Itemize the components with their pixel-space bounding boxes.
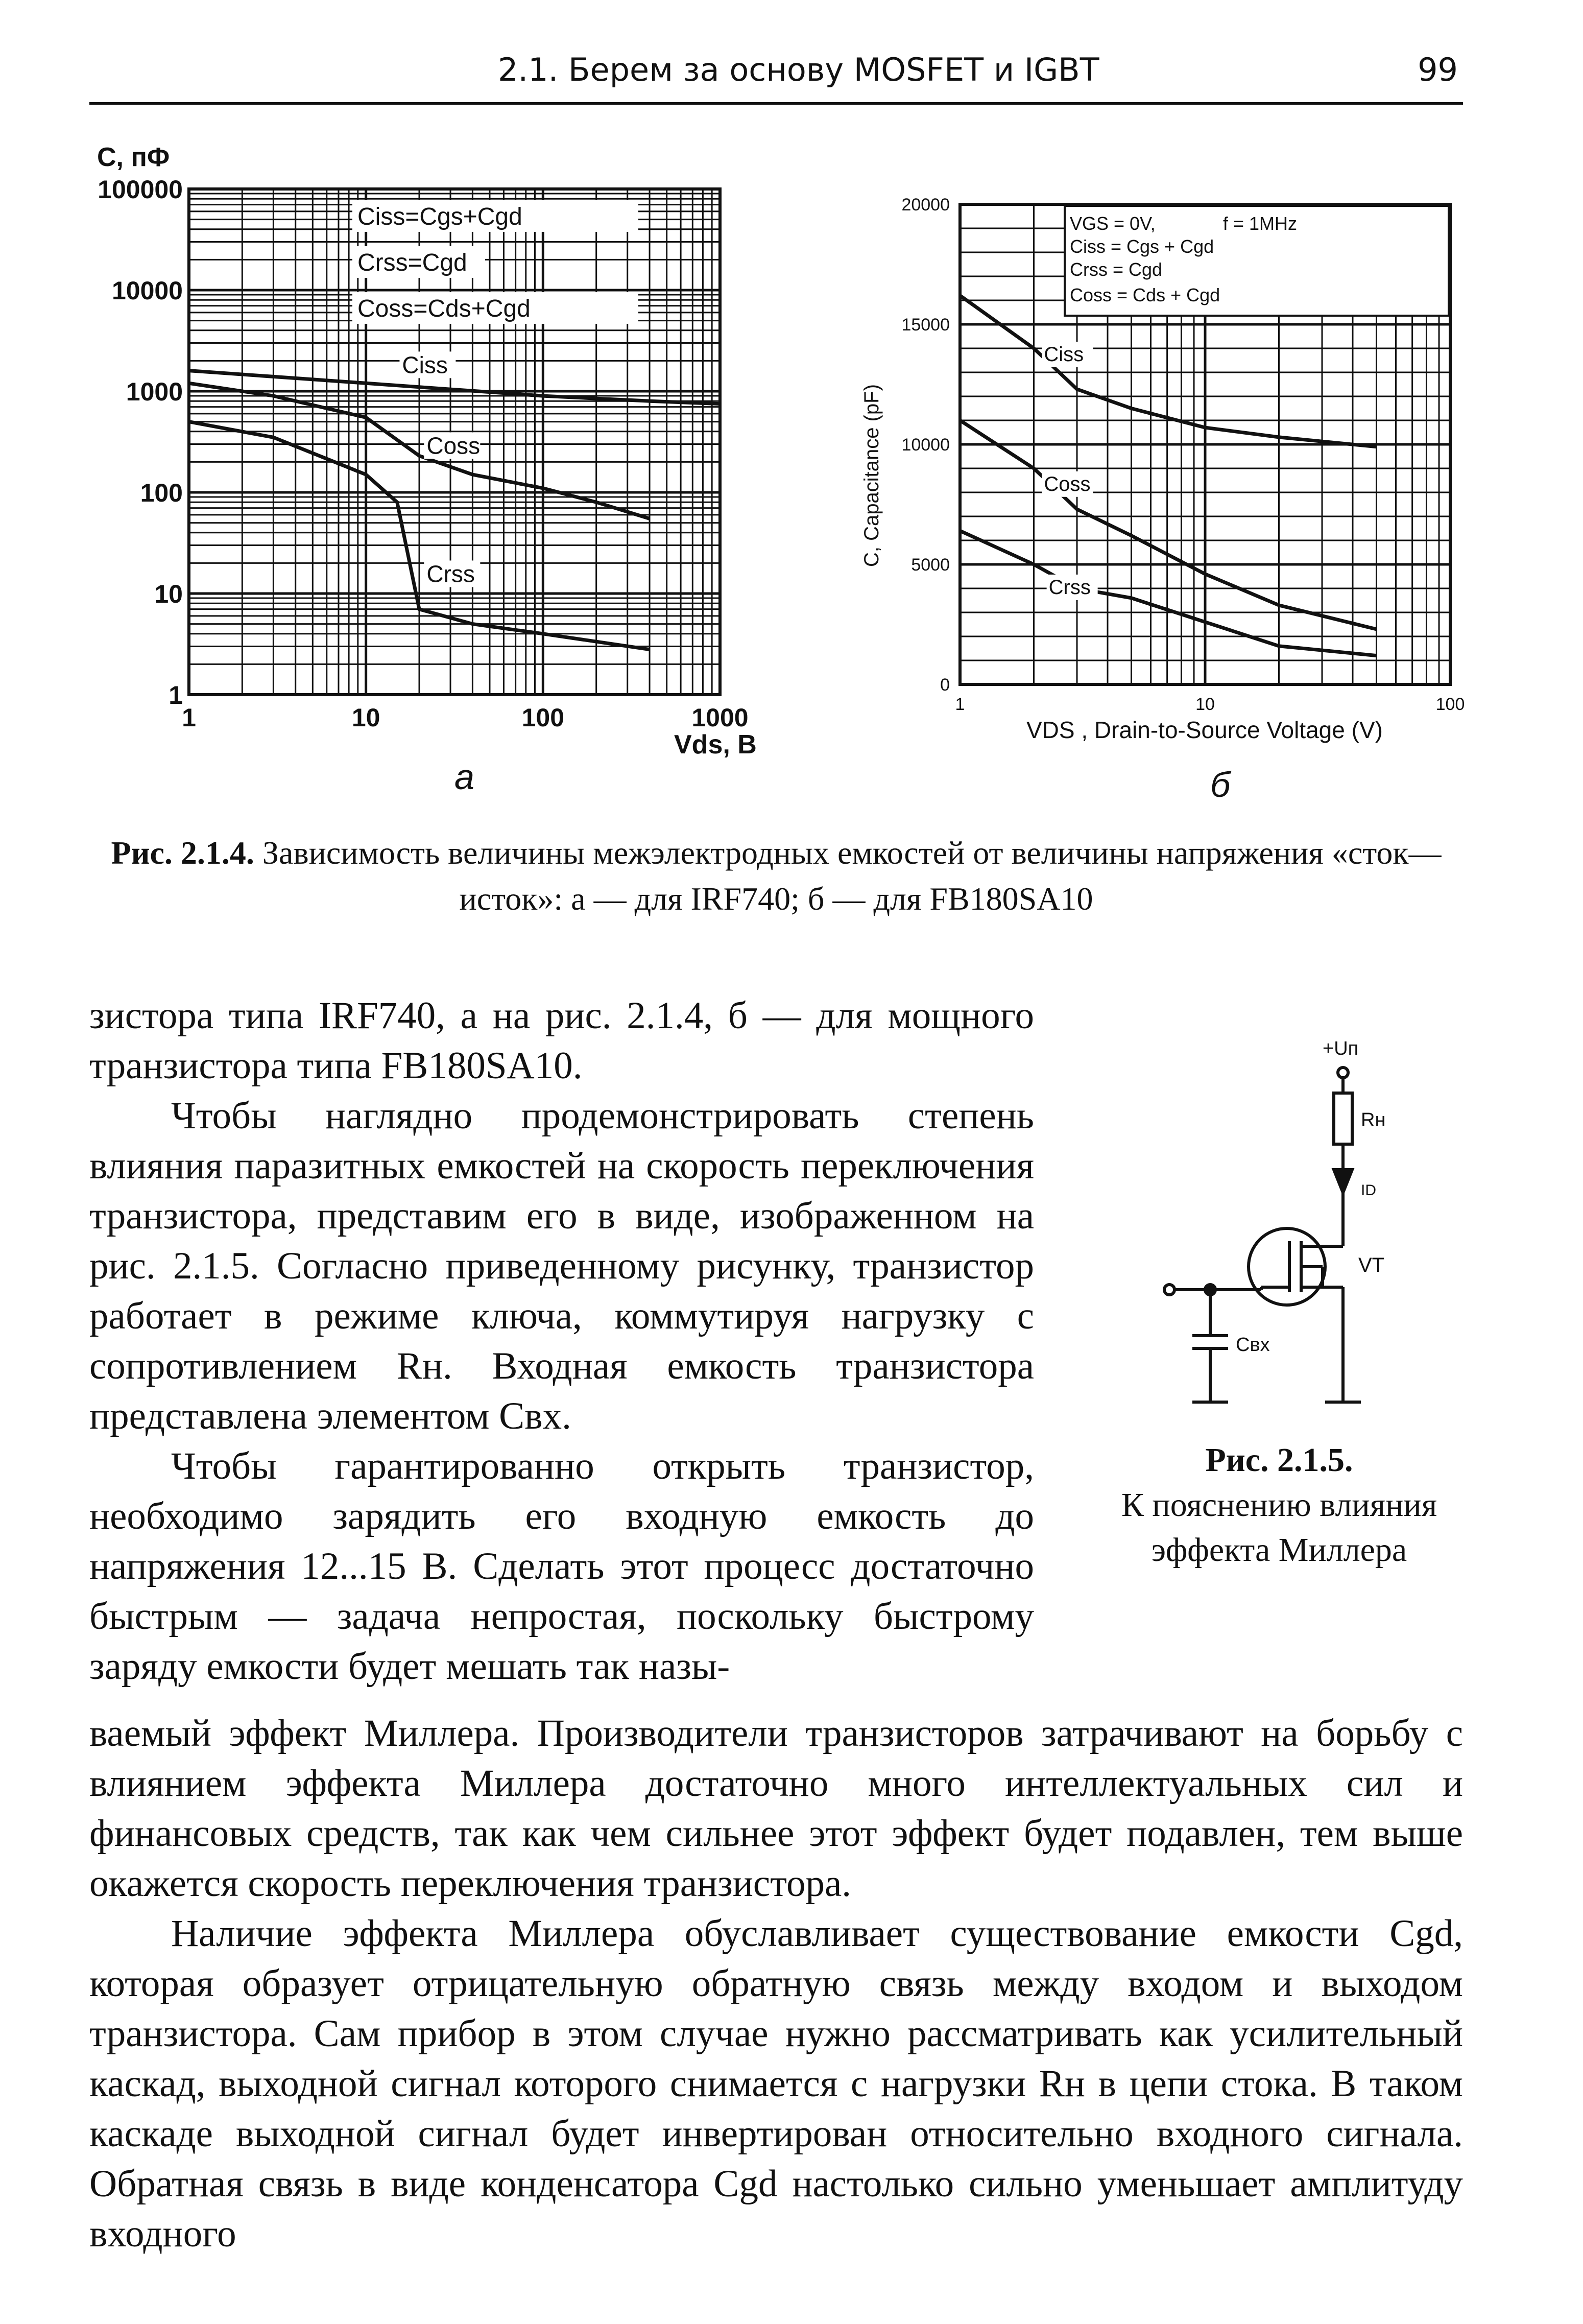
resistor-label: Rн bbox=[1361, 1109, 1386, 1131]
x-tick-label: 1 bbox=[182, 703, 196, 732]
x-tick-label: 1000 bbox=[691, 703, 749, 732]
capacitor-label: Свх bbox=[1236, 1334, 1270, 1356]
supply-terminal bbox=[1338, 1068, 1348, 1078]
x-tick-label: 100 bbox=[521, 703, 565, 732]
page-number: 99 bbox=[1418, 51, 1458, 88]
figure-caption-text: Зависимость величины межэлектродных емкостей от величины напряжения «сток—исток»: а — для IRF740; б — для FB180SA10 bbox=[262, 835, 1442, 917]
figure-5-number: Рис. 2.1.5. bbox=[1205, 1441, 1353, 1479]
y-tick-label: 0 bbox=[940, 675, 950, 695]
y-tick-label: 20000 bbox=[901, 195, 950, 215]
x-tick-label: 10 bbox=[351, 703, 380, 732]
paragraph-2: Чтобы наглядно продемонстрировать степень влияния паразитных емкостей на скорость переключения транзистора, представим его в виде, изображенном на рис. 2.1.5. Согласно приведенному рисунку, транзистор работает в режиме ключа, коммутируя нагрузку с сопротивлением Rн. Входная емкость транзистора представлена элементом Свх. bbox=[89, 1095, 1034, 1437]
paragraph-3-end: ваемый эффект Миллера. Производители транзисторов затрачивают на борьбу с влиянием эффекта Миллера достаточно много интеллектуальных сил и финансовых средств, так как чем сильнее этот эффект будет подавлен, тем выше окажется скорость переключения транзистора. bbox=[89, 1712, 1463, 1905]
y-axis-label: C, Capacitance (pF) bbox=[860, 384, 883, 567]
y-tick-label: 15000 bbox=[901, 315, 950, 335]
panel-label-a: а bbox=[454, 757, 474, 797]
figure-5-caption bbox=[1065, 1438, 1494, 1573]
legend-entry: Ciss = Cgs + Cgd bbox=[1070, 236, 1214, 257]
supply-label: +Uп bbox=[1323, 1038, 1359, 1059]
transistor-label: VT bbox=[1358, 1254, 1385, 1276]
legend-entry: f = 1MHz bbox=[1223, 213, 1298, 234]
paragraph-4: Наличие эффекта Миллера обуславливает существование емкости Cgd, которая образует отрицательную обратную связь между входом и выходом транзистора. Сам прибор в этом случае нужно рассматривать как усилительный каскад, выходной сигнал которого снимается с нагрузки Rн в цепи стока. В таком каскаде выходной сигнал будет инвертирован относительно входного сигнала. Обратная связь в виде конденсатора Cgd настолько сильно уменьшает амплитуду входного bbox=[89, 1912, 1463, 2255]
y-tick-label: 100000 bbox=[98, 175, 183, 204]
figure-5-text: К пояснению влияния эффекта Миллера bbox=[1121, 1486, 1437, 1569]
x-tick-label: 1 bbox=[955, 695, 965, 714]
x-tick-label: 100 bbox=[1435, 695, 1465, 714]
y-tick-label: 1 bbox=[169, 681, 183, 709]
legend-entry: Coss = Cds + Cgd bbox=[1070, 284, 1220, 305]
y-tick-label: 100 bbox=[140, 479, 183, 507]
y-tick-label: 5000 bbox=[911, 555, 950, 575]
current-arrow bbox=[1334, 1170, 1352, 1193]
figure-number: Рис. 2.1.4. bbox=[111, 835, 254, 871]
legend-entry: Ciss=Cgs+Cgd bbox=[357, 203, 522, 230]
y-tick-label: 10000 bbox=[111, 276, 183, 305]
body-text-full-width bbox=[89, 1709, 1463, 2259]
x-axis-label: Vds, В bbox=[674, 730, 757, 760]
x-axis-label: VDS , Drain-to-Source Voltage (V) bbox=[1026, 717, 1383, 743]
y-axis-label: С, пФ bbox=[97, 143, 170, 172]
curve-label-crss: Crss bbox=[426, 560, 475, 587]
curve-label-ciss: Ciss bbox=[402, 351, 448, 378]
curve-label-coss: Coss bbox=[426, 432, 481, 459]
running-title: 2.1. Берем за основу MOSFET и IGBT bbox=[498, 51, 1099, 88]
y-tick-label: 10 bbox=[154, 580, 183, 608]
legend-entry: Crss=Cgd bbox=[357, 249, 467, 276]
panel-label-b: б bbox=[1210, 765, 1231, 804]
paragraph-1: зистора типа IRF740, а на рис. 2.1.4, б — для мощного транзистора типа FB180SA10. bbox=[89, 994, 1034, 1087]
curve-label-ciss: Ciss bbox=[1044, 343, 1084, 366]
current-label: ID bbox=[1361, 1182, 1376, 1199]
paragraph-3-start: Чтобы гарантированно открыть транзистор, необходимо зарядить его входную емкость до напряжения 12...15 В. Сделать этот процесс достаточно быстрым — задача непростая, поскольку быстрому заряду емкости будет мешать так назы- bbox=[89, 1445, 1034, 1688]
x-tick-label: 10 bbox=[1195, 695, 1215, 714]
curve-label-coss: Coss bbox=[1044, 472, 1091, 495]
legend-entry: Coss=Cds+Cgd bbox=[357, 295, 531, 322]
y-tick-label: 1000 bbox=[126, 377, 183, 406]
y-tick-label: 10000 bbox=[901, 435, 950, 455]
legend-entry: VGS = 0V, bbox=[1070, 213, 1156, 234]
legend-entry: Crss = Cgd bbox=[1070, 259, 1163, 280]
resistor-rn bbox=[1334, 1093, 1352, 1144]
input-terminal bbox=[1164, 1285, 1174, 1295]
curve-label-crss: Crss bbox=[1048, 576, 1091, 599]
